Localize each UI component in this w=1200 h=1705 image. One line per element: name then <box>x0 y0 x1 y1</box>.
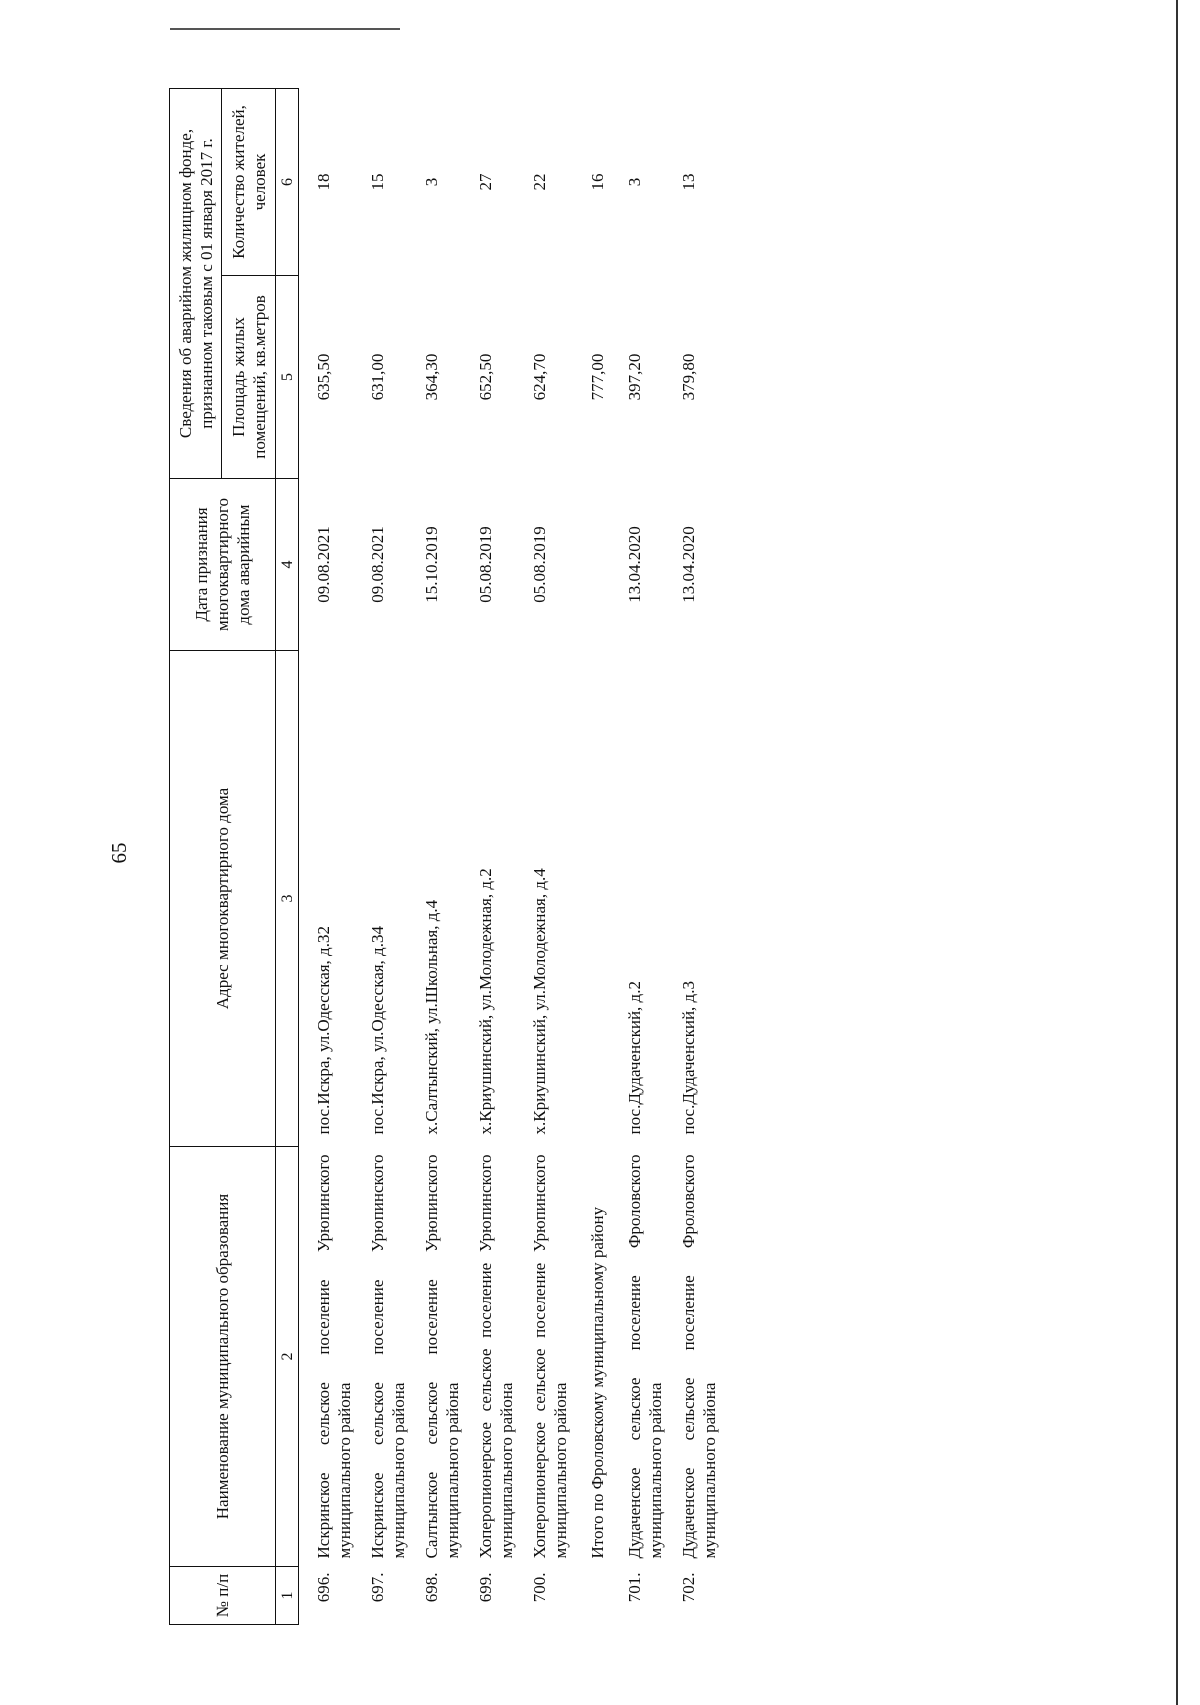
house-address: пос.Искра, ул.Одесская, д.32 <box>314 926 333 1135</box>
emergency-housing-table-wrap <box>169 88 726 1625</box>
recognition-date: 13.04.2020 <box>679 526 698 603</box>
header-address: Адрес многоквартирного дома <box>170 651 276 1147</box>
row-number: 700. <box>530 1572 549 1603</box>
residents-count: 15 <box>368 173 387 191</box>
house-address: пос.Дудаченский, д.3 <box>679 981 698 1135</box>
municipality-name: Искринское сельское поселение Урюпинского муниципального района <box>368 1154 408 1559</box>
total-label: Итого по Фроловскому муниципальному району <box>588 1206 607 1559</box>
house-address: пос.Дудаченский, д.2 <box>625 981 644 1135</box>
municipality-name: Хоперопионерское сельское поселение Урюпинского муниципального района <box>530 1154 570 1559</box>
residents-count: 3 <box>422 177 441 187</box>
column-number: 1 <box>276 1567 299 1625</box>
column-number: 5 <box>276 276 299 479</box>
recognition-date: 09.08.2021 <box>368 526 387 603</box>
residents-count: 3 <box>625 177 644 187</box>
table-row <box>307 88 361 1624</box>
header-name: Наименование муниципального образования <box>170 1147 276 1567</box>
emergency-housing-table <box>169 88 726 1625</box>
row-number: 697. <box>368 1572 387 1603</box>
recognition-date: 05.08.2019 <box>476 526 495 603</box>
recognition-date: 09.08.2021 <box>314 526 333 603</box>
house-address: х.Криушинский, ул.Молодежная, д.2 <box>476 868 495 1135</box>
municipality-name: Дудаченское сельское поселение Фроловского муниципального района <box>679 1154 719 1559</box>
recognition-date: 15.10.2019 <box>422 526 441 603</box>
living-area: 635,50 <box>314 353 333 401</box>
table-row <box>523 88 577 1624</box>
header-num: № п/п <box>170 1567 276 1625</box>
column-number: 6 <box>276 88 299 275</box>
column-number: 2 <box>276 1147 299 1567</box>
row-number: 702. <box>679 1572 698 1603</box>
row-number: 699. <box>476 1572 495 1603</box>
residents-count: 13 <box>679 173 698 191</box>
row-number: 696. <box>314 1572 333 1603</box>
residents-count: 22 <box>530 173 549 191</box>
scan-edge-line <box>1176 0 1178 1705</box>
house-address: х.Криушинский, ул.Молодежная, д.4 <box>530 868 549 1135</box>
house-address: пос.Искра, ул.Одесская, д.34 <box>368 926 387 1135</box>
living-area: 652,50 <box>476 353 495 401</box>
living-area: 397,20 <box>625 353 644 401</box>
row-number: 698. <box>422 1572 441 1603</box>
row-number: 701. <box>625 1572 644 1603</box>
table-row <box>415 88 469 1624</box>
scan-margin-line <box>170 28 400 30</box>
municipality-name: Салтынское сельское поселение Урюпинского муниципального района <box>422 1154 462 1559</box>
municipality-name: Хоперопионерское сельское поселение Урюпинского муниципального района <box>476 1154 516 1559</box>
table-row <box>618 88 672 1624</box>
residents-count: 18 <box>314 173 333 191</box>
municipality-name: Дудаченское сельское поселение Фроловского муниципального района <box>625 1154 665 1559</box>
header-area: Площадь жилых помещений, кв.метров <box>222 276 276 479</box>
table-row <box>361 88 415 1624</box>
table-row <box>672 88 726 1624</box>
residents-count: 27 <box>476 173 495 191</box>
column-number: 4 <box>276 479 299 651</box>
living-area: 631,00 <box>368 353 387 401</box>
page-number: 65 <box>107 842 131 864</box>
total-row <box>577 88 618 1624</box>
living-area: 364,30 <box>422 353 441 401</box>
header-group: Сведения об аварийном жилищном фонде, признанном таковым с 01 января 2017 г. <box>170 88 222 478</box>
recognition-date: 05.08.2019 <box>530 526 549 603</box>
total-residents: 16 <box>588 173 607 191</box>
header-date: Дата признания многоквартирного дома аварийным <box>170 479 276 651</box>
house-address: х.Салтынский, ул.Школьная, д.4 <box>422 899 441 1135</box>
living-area: 379,80 <box>679 353 698 401</box>
table-row <box>469 88 523 1624</box>
column-number: 3 <box>276 651 299 1147</box>
header-residents: Количество жителей, человек <box>222 88 276 275</box>
total-area: 777,00 <box>588 353 607 401</box>
recognition-date: 13.04.2020 <box>625 526 644 603</box>
municipality-name: Искринское сельское поселение Урюпинского муниципального района <box>314 1154 354 1559</box>
living-area: 624,70 <box>530 353 549 401</box>
